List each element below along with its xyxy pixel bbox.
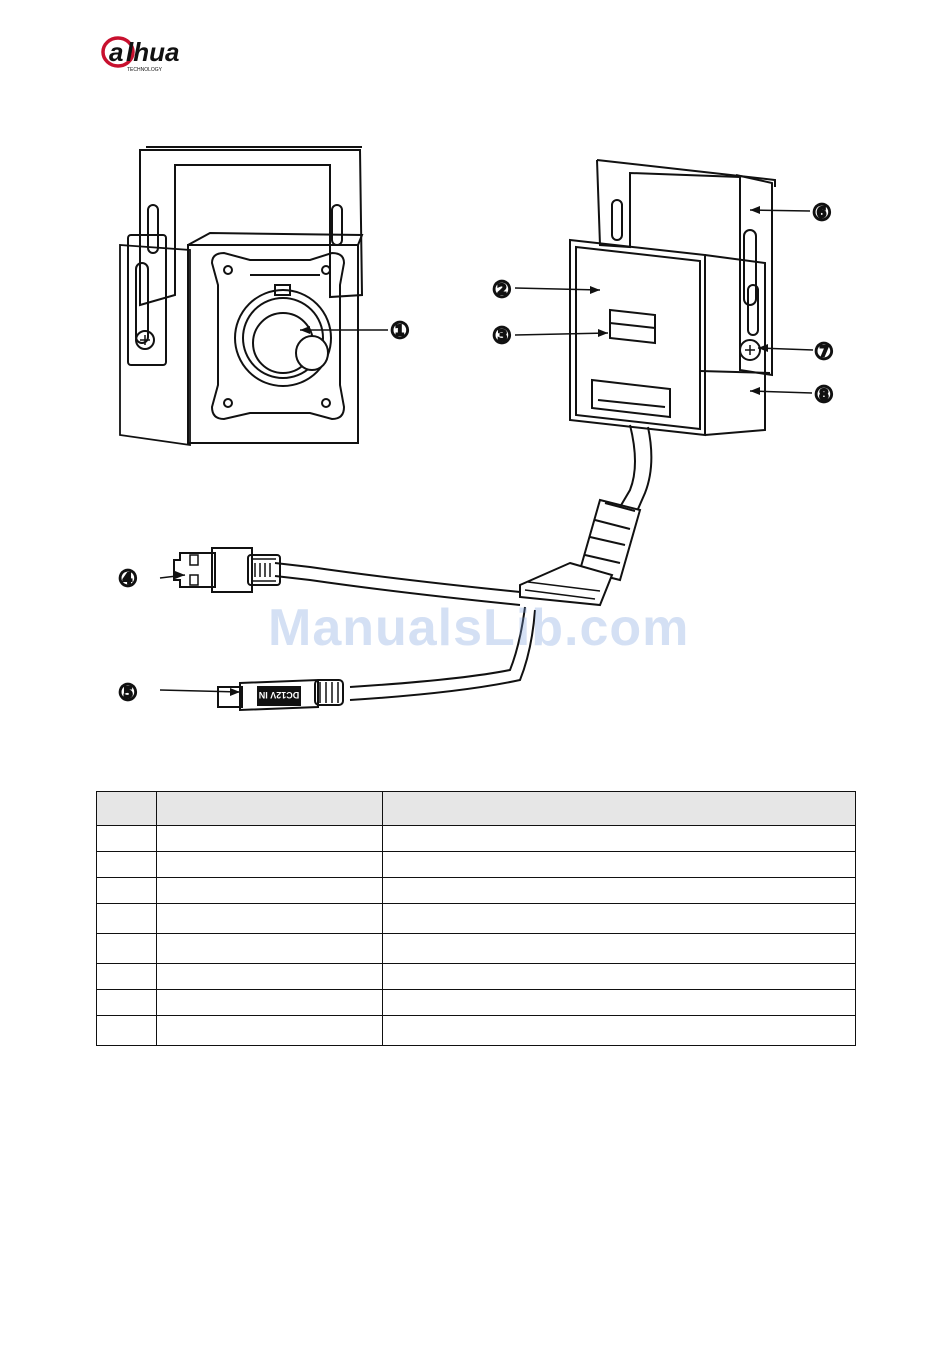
cell (157, 904, 383, 934)
cell (97, 852, 157, 878)
cell (157, 852, 383, 878)
cell (383, 826, 856, 852)
svg-text:a: a (109, 37, 124, 67)
cell (383, 934, 856, 964)
cell (383, 878, 856, 904)
cell (383, 964, 856, 990)
power-plug-label: DC12V IN (258, 690, 300, 700)
callout-3: ③ (492, 324, 512, 349)
cell (157, 1016, 383, 1046)
cell (97, 964, 157, 990)
table-row (97, 934, 856, 964)
cell (383, 904, 856, 934)
cell (97, 904, 157, 934)
cell (157, 878, 383, 904)
svg-text:lhua: lhua (126, 37, 180, 67)
parts-table (96, 791, 856, 1046)
callout-6: ⑥ (812, 201, 832, 226)
callout-7: ⑦ (814, 340, 834, 365)
callout-8: ⑧ (814, 383, 834, 408)
header-no (97, 792, 157, 826)
cell (97, 878, 157, 904)
cell (383, 1016, 856, 1046)
table-row (97, 878, 856, 904)
cell (383, 852, 856, 878)
cell (383, 990, 856, 1016)
rear-camera-drawing (570, 160, 775, 435)
callout-2: ② (492, 278, 512, 303)
callout-5: ⑤ (118, 681, 138, 706)
cell (157, 964, 383, 990)
callout-1: ① (390, 319, 410, 344)
header-description (383, 792, 856, 826)
table-row (97, 904, 856, 934)
table-row (97, 852, 856, 878)
table-header-row (97, 792, 856, 826)
svg-text:TECHNOLOGY: TECHNOLOGY (127, 67, 163, 73)
cell (97, 826, 157, 852)
cell (157, 934, 383, 964)
cable-drawing (174, 425, 651, 710)
callout-4: ④ (118, 567, 138, 592)
front-camera-drawing (120, 147, 362, 445)
header-name (157, 792, 383, 826)
cell (157, 990, 383, 1016)
table-row (97, 1016, 856, 1046)
brand-logo (100, 30, 210, 76)
table-row (97, 964, 856, 990)
table-row (97, 826, 856, 852)
cell (97, 934, 157, 964)
cell (97, 1016, 157, 1046)
cell (157, 826, 383, 852)
table-row (97, 990, 856, 1016)
watermark: ManualsLib.com (268, 599, 690, 657)
cell (97, 990, 157, 1016)
